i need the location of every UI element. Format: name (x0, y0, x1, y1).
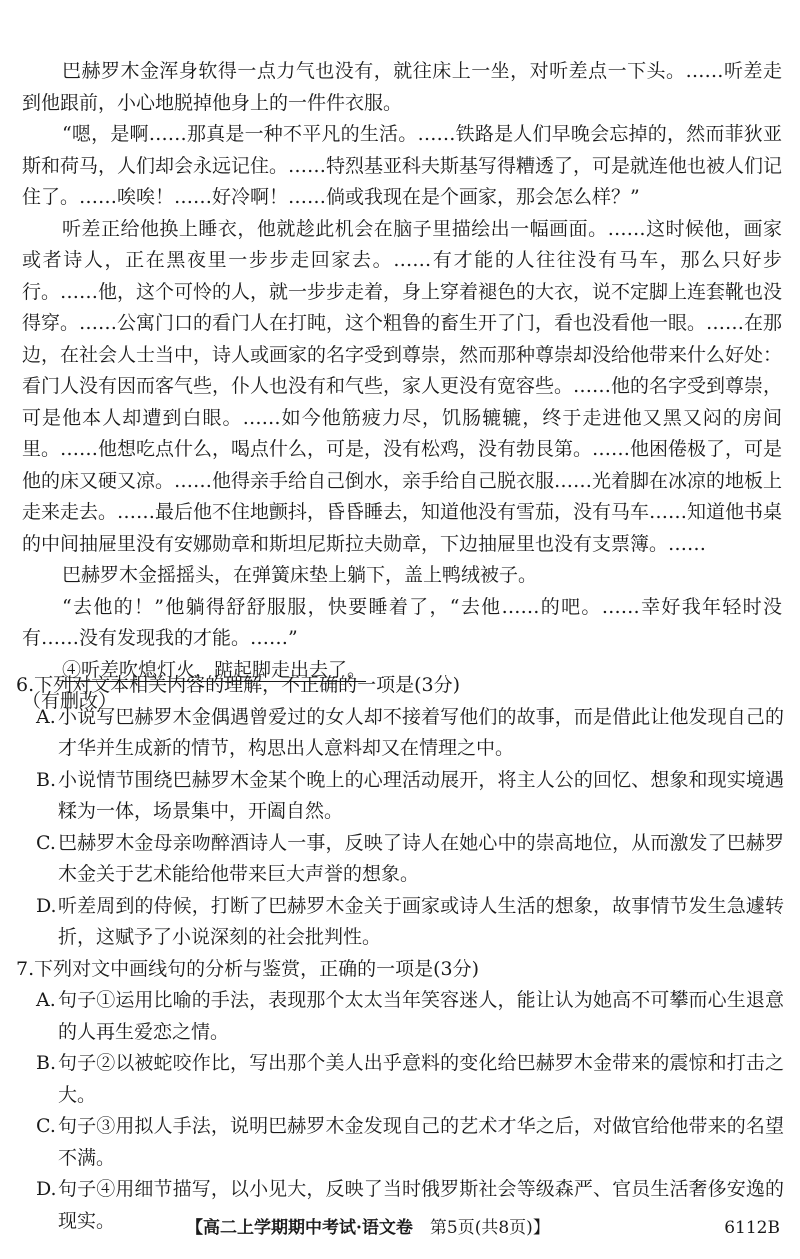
option-text: 听差周到的侍候，打断了巴赫罗木金关于画家或诗人生活的想象，故事情节发生急遽转折，这赋予了小说深刻的社会批判性。 (58, 894, 784, 948)
option-d (36, 891, 784, 954)
option-text: 巴赫罗木金母亲吻醉酒诗人一事，反映了诗人在她心中的崇高地位，从而激发了巴赫罗木金关于艺术能给他带来巨大声誉的想象。 (58, 831, 784, 885)
option-a (36, 702, 784, 765)
option-letter: A. (36, 705, 56, 728)
question-stem: 7.下列对文中画线句的分析与鉴赏，正确的一项是(3分) (16, 957, 480, 980)
option-letter: C. (36, 1115, 56, 1137)
source-note: （有删改） (22, 690, 118, 712)
option-text: 小说情节围绕巴赫罗木金某个晚上的心理活动展开，将主人公的回忆、想象和现实境遇糅为一体，场景集中，开阖自然。 (58, 768, 784, 822)
story-paragraph: “嗯，是啊……那真是一种不平凡的生活。……铁路是人们早晚会忘掉的，然而菲狄亚斯和荷马，人们却会永远记住。……特烈基亚科夫斯基写得糟透了，可是就连他也被人们记住了。……唉唉！……好冷啊！……倘或我现在是个画家，那会怎么样？” (22, 123, 783, 208)
questions-section (16, 670, 784, 1237)
option-b (36, 1048, 784, 1111)
option-text: 句子①运用比喻的手法，表现那个太太当年笑容迷人，能让认为她高不可攀而心生退意的人再生爱恋之情。 (58, 989, 784, 1043)
question-7 (16, 954, 784, 1238)
page-number: 第5页(共8页)】 (429, 1218, 550, 1238)
option-c (36, 828, 784, 891)
story-excerpt (22, 56, 782, 718)
option-text: 小说写巴赫罗木金偶遇曾爱过的女人却不接着写他们的故事，而是借此让他发现自己的才华并生成新的情节，构思出人意料却又在情理之中。 (58, 705, 784, 759)
option-letter: B. (36, 768, 57, 791)
story-paragraph: 听差正给他换上睡衣，他就趁此机会在脑子里描绘出一幅画面。……这时候他，画家或者诗人，正在黑夜里一步步走回家去。……有才能的人往往没有马车，那么只好步行。……他，这个可怜的人，就一步步走着，身上穿着褪色的大衣，说不定脚上连套靴也没得穿。……公寓门口的看门人在打盹，这个粗鲁的畜生开了门，看也没看他一眼。……在那边，在社会人士当中，诗人或画家的名字受到尊崇，然而那种尊崇却没给他带来什么好处：看门人没有因而客气些，仆人也没有和气些，家人更没有宽容些。……他的名字受到尊崇，可是他本人却遭到白眼。……如今他筋疲力尽，饥肠辘辘，终于走进他又黑又闷的房间里。……他想吃点什么，喝点什么，可是，没有松鸡，没有勃艮第。……他困倦极了，可是他的床又硬又凉。……他得亲手给自己倒水，亲手给自己脱衣服……光着脚在冰凉的地板上走来走去。……最后他不住地颤抖，昏昏睡去，知道他没有雪茄，没有马车……知道他书桌的中间抽屉里没有安娜勋章和斯坦尼斯拉夫勋章，下边抽屉里也没有支票簿。…… (22, 217, 783, 555)
story-paragraph: “去他的！”他躺得舒舒服服，快要睡着了，“去他……的吧。……幸好我年轻时没有……没有发现我的才能。……” (22, 595, 782, 649)
option-c (36, 1111, 784, 1174)
question-6 (16, 670, 784, 954)
option-letter: C. (36, 831, 56, 854)
option-text: 句子④用细节描写，以小见大，反映了当时俄罗斯社会等级森严、官员生活奢侈安逸的现实。 (58, 1178, 784, 1232)
option-letter: B. (36, 1052, 57, 1074)
option-letter: D. (36, 894, 57, 917)
page-footer (0, 1212, 800, 1244)
underlined-text: ④听差吹熄灯火，踮起脚走出去了。 (62, 658, 367, 681)
exam-title: 【高二上学期期中考试·语文卷 (186, 1218, 413, 1238)
option-letter: D. (36, 1178, 57, 1200)
story-paragraph: 巴赫罗木金摇摇头，在弹簧床垫上躺下，盖上鸭绒被子。 (62, 564, 538, 586)
question-stem: 6.下列对文本相关内容的理解，不正确的一项是(3分) (16, 674, 461, 696)
option-text: 句子③用拟人手法，说明巴赫罗木金发现自己的艺术才华之后，对做官给他带来的名望不满。 (58, 1115, 784, 1169)
option-text: 句子②以被蛇咬作比，写出那个美人出乎意料的变化给巴赫罗木金带来的震惊和打击之大。 (58, 1052, 784, 1106)
footer-title (186, 1212, 550, 1244)
option-letter: A. (36, 989, 56, 1011)
option-a (36, 985, 784, 1048)
option-b (36, 765, 784, 828)
story-paragraph: 巴赫罗木金浑身软得一点力气也没有，就往床上一坐，对听差点一下头。……听差走到他跟前，小心地脱掉他身上的一件件衣服。 (22, 60, 782, 114)
paper-code: 6112B (724, 1218, 780, 1238)
